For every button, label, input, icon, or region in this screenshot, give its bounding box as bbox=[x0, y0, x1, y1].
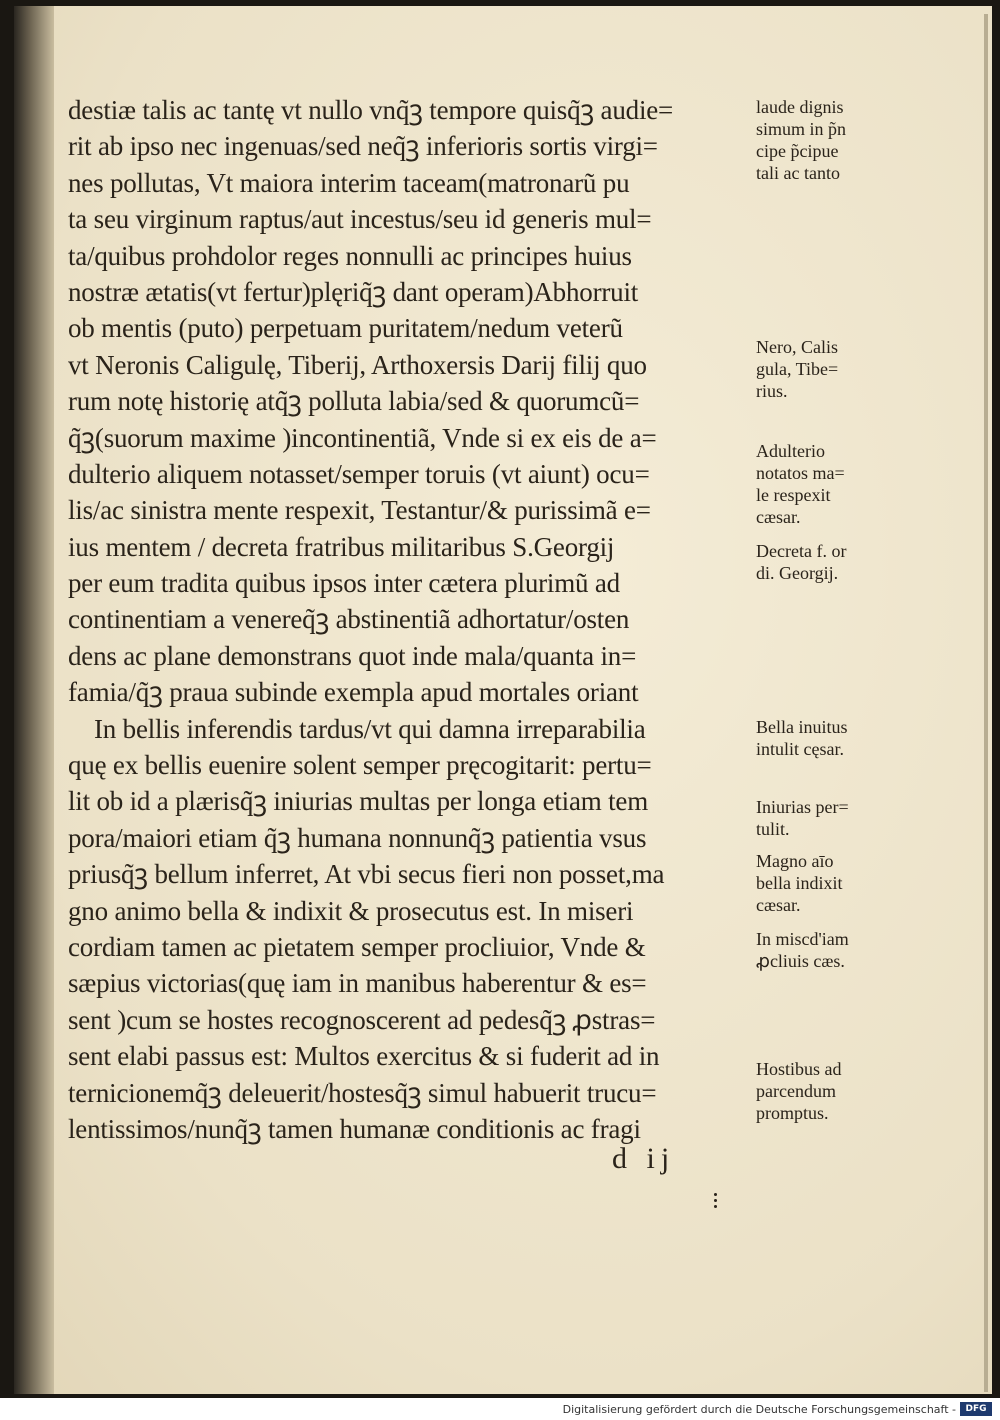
signature-mark: d ij bbox=[612, 1142, 676, 1175]
text-line: priusq̃ꝫ bellum inferret, At vbi secus fieri non posset,ma bbox=[68, 859, 665, 890]
marginal-gloss bbox=[756, 336, 838, 402]
gloss-line: ꝓcliuis cæs. bbox=[756, 951, 845, 971]
text-line: cordiam tamen ac pietatem semper procliuior, Vnde & bbox=[68, 931, 646, 962]
gloss-line: Nero, Calis bbox=[756, 337, 838, 357]
gloss-line: bella indixit bbox=[756, 873, 843, 893]
dfg-logo: DFG bbox=[960, 1402, 992, 1416]
gloss-line: parcendum bbox=[756, 1081, 836, 1101]
text-line: nostræ ætatis(vt fertur)plęriq̃ꝫ dant operam)Abhorruit bbox=[68, 276, 639, 307]
text-line: sent elabi passus est: Multos exercitus & si fuderit ad in bbox=[68, 1041, 660, 1072]
text-line: sæpius victorias(quę iam in manibus haberentur & es= bbox=[68, 968, 647, 999]
marginal-gloss bbox=[756, 540, 846, 584]
footer-credit: Digitalisierung gefördert durch die Deutsche Forschungsgemeinschaft - bbox=[562, 1403, 956, 1416]
gloss-line: In miscd'iam bbox=[756, 929, 849, 949]
page-edge bbox=[984, 14, 988, 1392]
text-line: ius mentem / decreta fratribus militaribus S.Georgij bbox=[68, 531, 615, 562]
marginal-gloss bbox=[756, 96, 846, 184]
gloss-line: le respexit bbox=[756, 485, 831, 505]
text-line: sent )cum se hostes recognoscerent ad pedesq̃ꝫ ꝓstras= bbox=[68, 1004, 656, 1035]
gloss-line: promptus. bbox=[756, 1103, 829, 1123]
marginal-gloss bbox=[756, 928, 849, 972]
gloss-line: tulit. bbox=[756, 819, 790, 839]
text-line: continentiam a venereq̃ꝫ abstinentiã adhortatur/osten bbox=[68, 604, 630, 635]
marginal-gloss bbox=[756, 716, 848, 760]
gloss-line: notatos ma= bbox=[756, 463, 845, 483]
text-line: dulterio aliquem notasset/semper toruis (vt aiunt) ocu= bbox=[68, 458, 650, 489]
paragraph-start-line: In bellis inferendis tardus/vt qui damna irreparabilia bbox=[94, 713, 646, 744]
marginal-gloss bbox=[756, 850, 842, 916]
gloss-line: laude dignis bbox=[756, 97, 844, 117]
text-line: rum notę historię atq̃ꝫ polluta labia/sed & quorumcũ= bbox=[68, 386, 640, 417]
gloss-line: intulit cęsar. bbox=[756, 739, 844, 759]
text-line: lentissimos/nunq̃ꝫ tamen humanæ conditionis ac fragi bbox=[68, 1113, 641, 1144]
text-line: nes pollutas, Vt maiora interim taceam(matronarũ pu bbox=[68, 167, 630, 198]
text-line: famia/q̃ꝫ praua subinde exempla apud mortales oriant bbox=[68, 677, 639, 708]
gloss-line: tali ac tanto bbox=[756, 163, 840, 183]
text-line: destiæ talis ac tantę vt nullo vnq̃ꝫ tempore quisq̃ꝫ audie= bbox=[68, 95, 674, 125]
text-line: rit ab ipso nec ingenuas/sed neq̃ꝫ inferioris sortis virgi= bbox=[68, 131, 658, 162]
gloss-line: simum in p̃n bbox=[756, 119, 847, 139]
text-line: ta/quibus prohdolor reges nonnulli ac principes huius bbox=[68, 240, 632, 271]
gloss-line: gula, Tibe= bbox=[756, 359, 839, 379]
text-line: gno animo bella & indixit & prosecutus est. In miseri bbox=[68, 895, 634, 926]
text-line: q̃ꝫ(suorum maxime )incontinentiã, Vnde si ex eis de a= bbox=[68, 422, 657, 453]
text-line: lit ob id a plærisq̃ꝫ iniurias multas per longa etiam tem bbox=[68, 786, 648, 817]
text-line: ternicionemq̃ꝫ deleuerit/hostesq̃ꝫ simul habuerit trucu= bbox=[68, 1077, 657, 1108]
marginal-gloss bbox=[756, 440, 845, 528]
text-line: ta seu virginum raptus/aut incestus/seu id generis mul= bbox=[68, 204, 652, 235]
gloss-line: Bella inuitus bbox=[756, 717, 848, 737]
gloss-line: cæsar. bbox=[756, 507, 801, 527]
page-gutter bbox=[14, 6, 54, 1394]
gloss-line: Hostibus ad bbox=[756, 1059, 842, 1079]
text-line: dens ac plane demonstrans quot inde mala/quanta in= bbox=[68, 640, 637, 671]
gloss-line: Adulterio bbox=[756, 441, 825, 461]
text-line: ob mentis (puto) perpetuam puritatem/nedum veterũ bbox=[68, 313, 623, 344]
gloss-line: cæsar. bbox=[756, 895, 801, 915]
gloss-line: Decreta f. or bbox=[756, 541, 847, 561]
gloss-line: di. Georgij. bbox=[756, 563, 839, 583]
text-line: per eum tradita quibus ipsos inter cætera plurimũ ad bbox=[68, 568, 620, 599]
text-line: vt Neronis Caligulę, Tiberij, Arthoxersis Darij filij quo bbox=[68, 349, 647, 380]
gloss-line: Magno aīo bbox=[756, 851, 834, 871]
marginal-gloss bbox=[756, 1058, 842, 1124]
gloss-line: cipe p̃cipue bbox=[756, 141, 839, 161]
text-line: lis/ac sinistra mente respexit, Testantur/& purissimã e= bbox=[68, 495, 651, 526]
marginal-gloss bbox=[756, 796, 849, 840]
main-text-column bbox=[68, 92, 758, 1147]
gloss-line: rius. bbox=[756, 381, 788, 401]
gloss-line: Iniurias per= bbox=[756, 797, 849, 817]
text-line: quę ex bellis euenire solent semper pręcogitarit: pertu= bbox=[68, 750, 652, 781]
text-line: pora/maiori etiam q̃ꝫ humana nonnunq̃ꝫ patientia vsus bbox=[68, 822, 647, 853]
printer-dots bbox=[712, 1190, 718, 1216]
